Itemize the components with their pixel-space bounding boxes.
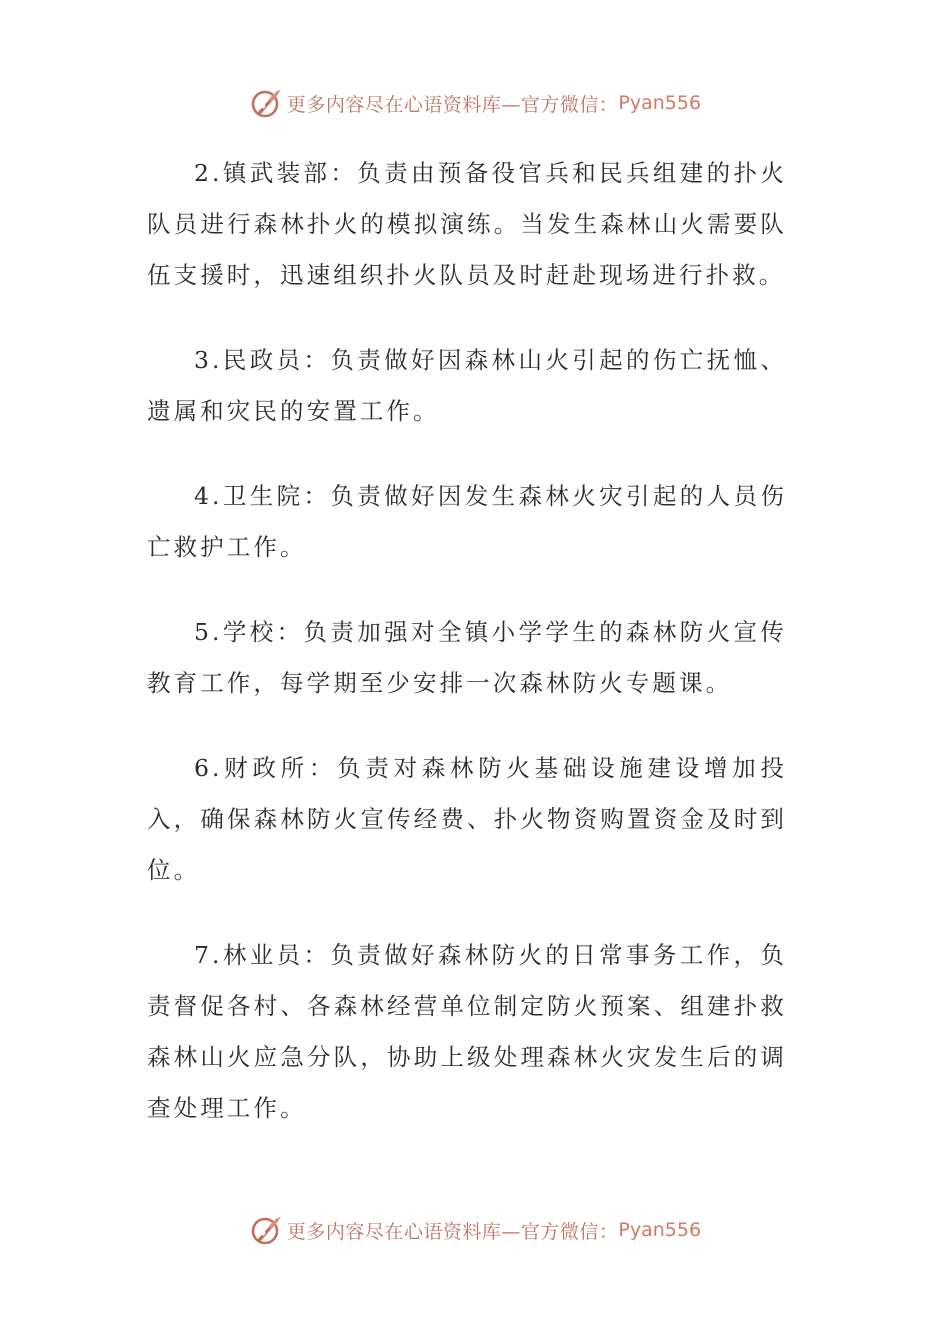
paragraph-health-center: 4.卫生院：负责做好因发生森林火灾引起的人员伤亡救护工作。	[147, 482, 787, 561]
document-body	[147, 148, 787, 1168]
paragraph-civil-affairs: 3.民政员：负责做好因森林山火引起的伤亡抚恤、遗属和灾民的安置工作。	[147, 346, 787, 425]
header-banner	[0, 85, 950, 121]
footer-banner	[0, 1212, 950, 1248]
quill-pen-icon	[249, 86, 283, 120]
paragraph-school: 5.学校：负责加强对全镇小学学生的森林防火宣传教育工作，每学期至少安排一次森林防火专题课。	[147, 618, 787, 697]
header-banner-text: 更多内容尽在心语资料库—官方微信：	[286, 93, 619, 116]
quill-pen-icon	[249, 1213, 283, 1247]
paragraph-militia-dept: 2.镇武装部：负责由预备役官兵和民兵组建的扑火队员进行森林扑火的模拟演练。当发生森林山火需要队伍支援时，迅速组织扑火队员及时赶赴现场进行扑救。	[147, 159, 787, 289]
header-wechat-account: Pyan556	[618, 92, 702, 114]
paragraph-finance-office: 6.财政所：负责对森林防火基础设施建设增加投入，确保森林防火宣传经费、扑火物资购置资金及时到位。	[147, 754, 787, 884]
paragraph-forestry-officer: 7.林业员：负责做好森林防火的日常事务工作，负责督促各村、各森林经营单位制定防火预案、组建扑救森林山火应急分队，协助上级处理森林火灾发生后的调查处理工作。	[147, 941, 787, 1122]
footer-wechat-account: Pyan556	[618, 1219, 702, 1241]
footer-banner-text: 更多内容尽在心语资料库—官方微信：	[286, 1220, 619, 1243]
